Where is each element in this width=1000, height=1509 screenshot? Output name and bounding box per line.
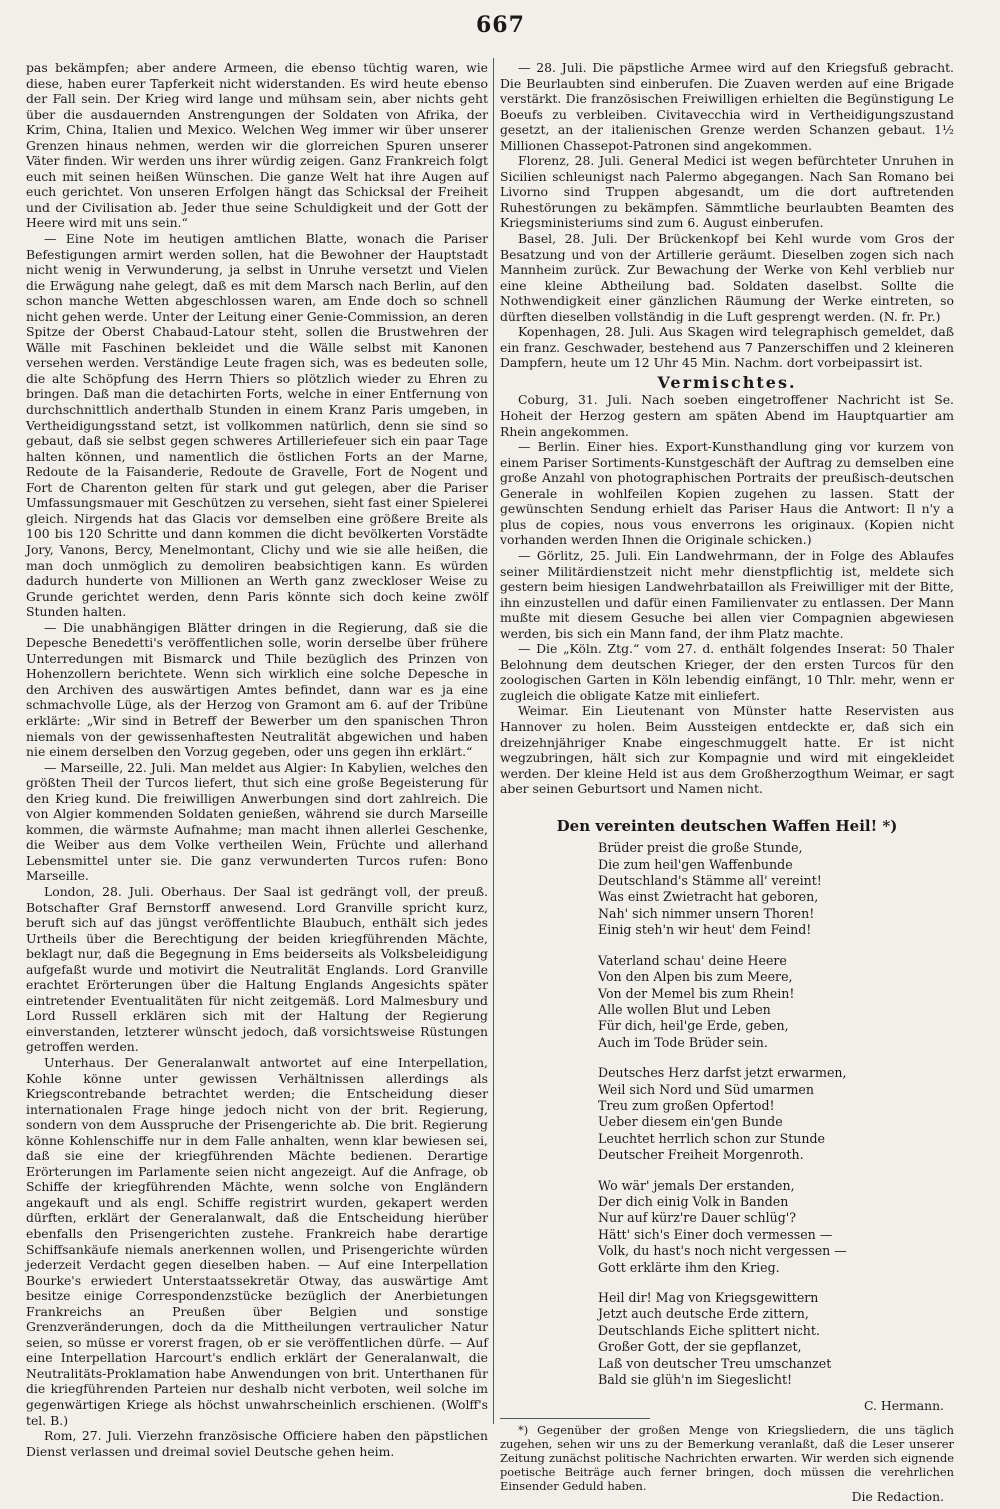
poem-line: Nah' sich nimmer unsern Thoren! — [598, 905, 815, 921]
poem-line: Leuchtet herrlich schon zur Stunde — [598, 1130, 826, 1146]
poem-line: Deutsches Herz darfst jetzt erwarmen, — [598, 1065, 847, 1081]
article-london-lower-house: Unterhaus. Der Generalanwalt antwortet auf eine Interpellation, Kohle könne unter gewissen Verhältnissen allerdings als Kriegscontrebande betrachtet werden; die Entscheidung dieser internationalen Frage hinge jedoch nicht von der brit. Regierung, sondern von dem Ausspruche der Prisengerichte ab. Die brit. Regierung könne Kohlenschiffe nur in dem Falle anhalten, wenn klar bewiesen sei, daß sie eine der kriegführenden Mächte bedienen. Derartige Erörterungen im Parlamente seien nicht angezeigt. Auf die Anfrage, ob Schiffe der kriegführenden Mächte, wenn solche von Engländern angekauft und als engl. Schiffe registrirt wurden, gekapert werden dürften, erklärt der Generalanwalt, daß die Entscheidung hierüber ebenfalls den Prisengerichten zustehe. Frankreich habe derartige Schiffsankäufe niemals anerkennen wollen, und Prisengerichte würden jederzeit Verdacht gegen dieselben haben. — Auf eine Interpellation Bourke's erwiedert Unterstaatssekretär Otway, das auswärtige Amt besitze einige Correspondenzstücke bezüglich der Anerbietungen Frankreichs an Preußen über Belgien und sonstige Grenzveränderungen, doch da die Mittheilungen vertraulicher Natur seien, so müsse er vorerst fragen, ob er sie veröffentlichen dürfe. — Auf eine Interpellation Harcourt's endlich erklärt der Generalanwalt, die Neutralitäts-Proklamation habe Anwendungen von brit. Unterthanen für die kriegführenden Parteien nur deshalb nicht verboten, weil solche im gegenwärtigen Kriege als höchst unwahrscheinlich erschienen. (Wolff's tel. B.) — [26, 1055, 488, 1428]
poem-stanza — [598, 1065, 954, 1163]
article-copenhagen: Kopenhagen, 28. Juli. Aus Skagen wird telegraphisch gemeldet, daß ein franz. Geschwader, bestehend aus 7 Panzerschiffen und 2 kleineren Dampfern, heute um 12 Uhr 45 Min. Nachm. dort vorbeipassirt ist. — [500, 324, 954, 371]
article-proclamation-end: pas bekämpfen; aber andere Armeen, die ebenso tüchtig waren, wie diese, haben eurer Tapferkeit nicht widerstanden. Es wird heute ebenso der Fall sein. Der Krieg wird lange und mühsam sein, aber nichts geht über die ausdauernden Anstrengungen der Soldaten von Afrika, der Krim, China, Italien und Mexico. Welchen Weg immer wir über unserer Grenzen hinaus nehmen, werden wir die glorreichen Spuren unserer Väter finden. Wir werden uns ihrer würdig zeigen. Ganz Frankreich folgt euch mit seinen heißen Wünschen. Die ganze Welt hat ihre Augen auf euch gerichtet. Von unseren Erfolgen hängt das Schicksal der Freiheit und der Civilisation ab. Jeder thue seine Schuldigkeit und der Gott der Heere wird mit uns sein.“ — [26, 60, 488, 231]
right-column — [500, 60, 954, 1509]
poem-line: Deutscher Freiheit Morgenroth. — [598, 1147, 804, 1163]
poem-line: Die zum heil'gen Waffenbunde — [598, 856, 793, 872]
poem-line: Von den Alpen bis zum Meere, — [598, 969, 793, 985]
poem-stanza — [598, 953, 954, 1051]
misc-coburg: Coburg, 31. Juli. Nach soeben eingetroffener Nachricht ist Se. Hoheit der Herzog gestern am späten Abend im Hauptquartier am Rhein angekommen. — [500, 392, 954, 439]
footnote-rule — [500, 1418, 650, 1419]
poem-title: Den vereinten deutschen Waffen Heil! *) — [556, 816, 898, 835]
poem-line: Weil sich Nord und Süd umarmen — [598, 1081, 814, 1097]
poem-line: Auch im Tode Brüder sein. — [598, 1034, 768, 1050]
article-basel: Basel, 28. Juli. Der Brückenkopf bei Kehl wurde vom Gros der Besatzung und von der Artillerie geräumt. Dieselben zogen sich nach Mannheim zurück. Zur Bewachung der Werke von Kehl verblieb nur eine kleine Abtheilung bad. Soldaten daselbst. Sollte die Nothwendigkeit einer gänzlichen Räumung der Werke eintreten, so dürften dieselben vollständig in die Luft gesprengt werden. (N. fr. Pr.) — [500, 231, 954, 324]
poem-line: Was einst Zwietracht hat geboren, — [598, 889, 819, 905]
poem-line: Alle wollen Blut und Leben — [598, 1001, 771, 1017]
column-rule — [493, 58, 494, 1424]
article-rome-army: — 28. Juli. Die päpstliche Armee wird auf den Kriegsfuß gebracht. Die Beurlaubten sind einberufen. Die Zuaven werden auf eine Brigade verstärkt. Die französischen Freiwilligen erhielten die Begünstigung Le Boeufs zu verbleiben. Civitavecchia wird in Vertheidigungszustand gesetzt, an der italienischen Grenze werden Schanzen gebaut. 1½ Millionen Chassepot-Patronen sind angekommen. — [500, 60, 954, 153]
poem-line: Wo wär' jemals Der erstanden, — [598, 1177, 795, 1193]
poem-line: Deutschlands Eiche splittert nicht. — [598, 1322, 820, 1338]
poem-line: Großer Gott, der sie gepflanzet, — [598, 1339, 802, 1355]
poem-line: Heil dir! Mag von Kriegsgewittern — [598, 1290, 819, 1305]
poem-line: Volk, du hast's noch nicht vergessen — — [598, 1243, 847, 1259]
article-benedetti-dispatch: — Die unabhängigen Blätter dringen in die Regierung, daß sie die Depesche Benedetti's veröffentlichen solle, worin derselbe über frühere Unterredungen mit Bismarck und Thile bezüglich des Prinzen von Hohenzollern berichtete. Wenn sich wirklich eine solche Depesche in den Archiven des auswärtigen Amtes befindet, dann war es ja eine schmachvolle Lüge, als der Herzog von Gramont am 6. auf der Tribüne erklärte: „Wir sind in Betreff der Bewerber um den spanischen Thron niemals von der gewissenhaftesten Neutralität abgewichen und haben nie einem derselben den Vorzug gegeben, oder uns gegen ihn erklärt.“ — [26, 619, 488, 760]
page-number: 667 — [476, 12, 525, 38]
poem-stanza — [598, 840, 954, 938]
poem-stanza — [598, 1290, 954, 1388]
poem-line: Treu zum großen Opfertod! — [598, 1097, 775, 1113]
poem-line: Hätt' sich's Einer doch vermessen — — [598, 1226, 833, 1242]
poem-line: Für dich, heil'ge Erde, geben, — [598, 1018, 789, 1034]
misc-weimar: Weimar. Ein Lieutenant von Münster hatte Reservisten aus Hannover zu holen. Beim Aussteigen entdeckte er, daß sich ein dreizehnjähriger Knabe eingeschmuggelt hatte. Er ist nicht wegzubringen, hält sich zur Kompagnie und wird mit eingekleidet werden. Der kleine Held ist aus dem Großherzogthum Weimar, er sagt aber seinen Geburtsort und Namen nicht. — [500, 703, 954, 797]
article-rome: Rom, 27. Juli. Vierzehn französische Officiere haben den päpstlichen Dienst verlassen und dreimal soviel Deutsche gehen heim. — [26, 1428, 488, 1459]
poem-line: Ueber diesem ein'gen Bunde — [598, 1114, 783, 1130]
poem-stanza — [598, 1178, 954, 1276]
poem-line: Der dich einig Volk in Banden — [598, 1193, 789, 1209]
poem-line: Brüder preist die große Stunde, — [598, 840, 803, 856]
article-paris-fortifications: — Eine Note im heutigen amtlichen Blatte, wonach die Pariser Befestigungen armirt werden sollen, hat die Bewohner der Hauptstadt nicht wenig in Verwunderung, ja selbst in Unruhe versetzt und Vielen die Erwägung nahe gelegt, daß es mit dem Marsch nach Berlin, auf den schon manche Wetten abgeschlossen waren, am Ende doch so schnell nicht gehen werde. Unter der Leitung einer Genie-Commission, an deren Spitze der Oberst Chabaud-Latour steht, sollen die Brustwehren der Wälle mit Faschinen bekleidet und die Wälle selbst mit Kanonen versehen werden. Verständige Leute fragen sich, was es bedeuten solle, die alte Schöpfung des Herrn Thiers so plötzlich wieder zu Ehren zu bringen. Daß man die detachirten Forts, welche in einer Entfernung von durchschnittlich anderthalb Stunden in einem Kranz Paris umgeben, in Vertheidigungsstand setzt, ist vollkommen natürlich, denn sie sind so gebaut, daß sie selbst gegen schweres Artilleriefeuer sich ein paar Tage halten können, und namentlich die östlichen Forts an der Marne, Redoute de la Faisanderie, Redoute de Gravelle, Fort de Nogent und Fort de Charenton gelten für stark und gut gelegen, aber die Pariser Umfassungsmauer mit Geschützen zu versehen, sieht fast einer Spielerei gleich. Nirgends hat das Glacis vor demselben eine größere Breite als 100 bis 120 Schritte und dann kommen die dicht bevölkerten Vorstädte Jory, Vanons, Bercy, Menelmontant, Clichy und wie sie alle heißen, die man doch unmöglich zu demoliren beabsichtigen kann. Es würden dadurch hunderte von Millionen an Werth ganz zweckloser Weise zu Grunde gerichtet werden, denn Paris könnte sich doch keine zwölf Stunden halten. — [26, 231, 488, 620]
misc-berlin: — Berlin. Einer hies. Export-Kunsthandlung ging vor kurzem von einem Pariser Sortiments-Kunstgeschäft der Auftrag zu demselben eine große Anzahl von photographischen Portraits der preußisch-deutschen Generale in wohlfeilen Kopien zugehen zu lassen. Statt der gewünschten Sendung erhielt das Pariser Haus die Antwort: Il n'y a plus de copies, nous vous enverrons les originaux. (Kopien nicht vorhanden werden Ihnen die Originale schicken.) — [500, 439, 954, 548]
poem-line: Nur auf kürz're Dauer schlüg'? — [598, 1210, 797, 1226]
poem-line: Bald sie glüh'n im Siegeslicht! — [598, 1372, 793, 1388]
poem-line: Einig steh'n wir heut' dem Feind! — [598, 922, 812, 938]
left-column — [26, 60, 488, 1459]
poem-author: C. Hermann. — [863, 1398, 944, 1414]
poem-line: Von der Memel bis zum Rhein! — [598, 985, 795, 1001]
poem-line: Laß von deutscher Treu umschanzet — [598, 1355, 832, 1371]
footnote: *) Gegenüber der großen Menge von Kriegsliedern, die uns täglich zugehen, sehen wir uns zu der Bemerkung veranlaßt, daß die Leser unserer Zeitung zunächst politische Nachrichten erwarten. Wir werden sich eignende poetische Beiträge auch ferner bringen, doch müssen die verehrlichen Einsender Geduld haben. — [500, 1422, 954, 1493]
misc-goerlitz: — Görlitz, 25. Juli. Ein Landwehrmann, der in Folge des Ablaufes seiner Militärdienstzeit nicht mehr dienstpflichtig ist, meldete sich gestern beim hiesigen Landwehrbataillon als Freiwilliger mit der Bitte, ihn einzustellen und dafür einen Familienvater zu entlassen. Der Mann mußte mit diesem Gesuche bei allen vier Compagnien abgewiesen werden, bis sich ein Mann fand, der ihm Platz machte. — [500, 547, 954, 641]
article-marseille: — Marseille, 22. Juli. Man meldet aus Algier: In Kabylien, welches den größten Theil der Turcos liefert, thut sich eine große Begeisterung für den Krieg kund. Die freiwilligen Anwerbungen sind dort zahlreich. Die von Algier kommenden Soldaten genießen, während sie durch Marseille kommen, die wärmste Aufnahme; man macht ihnen allerlei Geschenke, die Weiber aus dem Volke vertheilen Wein, Früchte und allerhand Lebensmittel unter sie. Die ganz verwunderten Turcos rufen: Bono Marseille. — [26, 759, 488, 884]
article-london-upper-house: London, 28. Juli. Oberhaus. Der Saal ist gedrängt voll, der preuß. Botschafter Graf Bernstorff anwesend. Lord Granville spricht kurz, beruft sich auf das jüngst veröffentlichte Blaubuch, enthält sich jedes Urtheils über die Berechtigung der beiden kriegführenden Mächte, beklagt nur, daß die Begegnung in Ems beiderseits als Volksbeleidigung aufgefaßt wurde und motivirt die Neutralität Englands. Lord Granville erachtet Erörterungen über die Haltung Englands Angesichts später eintretender Eventualitäten für nicht zeitgemäß. Lord Malmesbury und Lord Russell erklären sich mit der Haltung der Regierung einverstanden, letzterer wünscht jedoch, daß vorsichtsweise Rüstungen getroffen werden. — [26, 883, 488, 1055]
poem-line: Vaterland schau' deine Heere — [598, 952, 787, 968]
poem-line: Jetzt auch deutsche Erde zittern, — [598, 1306, 809, 1322]
footnote-signature: Die Redaction. — [851, 1488, 944, 1504]
section-heading: Vermischtes. — [657, 372, 797, 392]
poem-line: Deutschland's Stämme all' vereint! — [598, 873, 822, 889]
poem-line: Gott erklärte ihm den Krieg. — [598, 1259, 780, 1275]
article-florence: Florenz, 28. Juli. General Medici ist wegen befürchteter Unruhen in Sicilien schleunigst nach Palermo abgegangen. Nach San Romano bei Livorno sind Truppen abgesandt, um die dort auftretenden Ruhestörungen zu bekämpfen. Sämmtliche beurlaubten Beamten des Kriegsministeriums sind zum 6. August einberufen. — [500, 153, 954, 231]
misc-koeln-advert: — Die „Köln. Ztg.“ vom 27. d. enthält folgendes Inserat: 50 Thaler Belohnung dem deutschen Krieger, der den ersten Turcos für den zoologischen Garten in Köln lebendig einfängt, 10 Thlr. mehr, wenn er zugleich die obligate Katze mit einliefert. — [500, 641, 954, 703]
